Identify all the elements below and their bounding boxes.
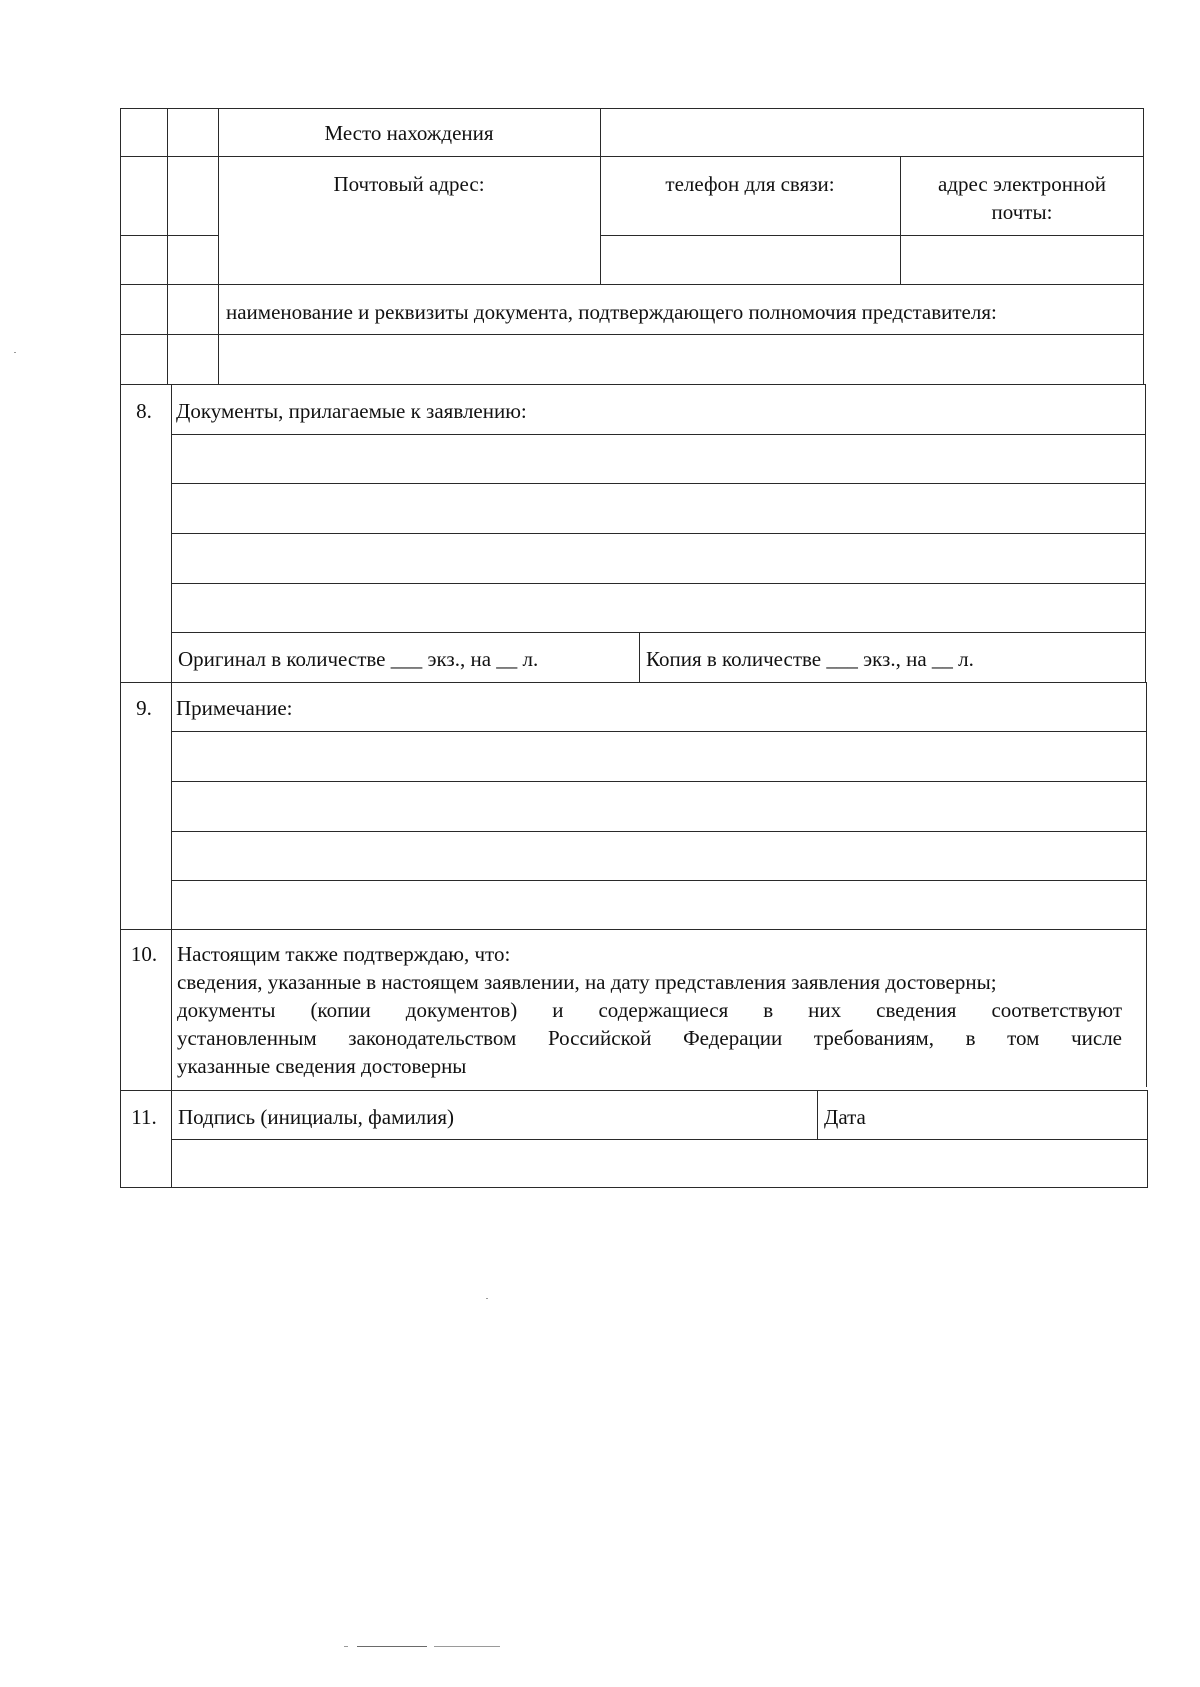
section10-line-4: установленным законодательством Российской Федерации требованиям, в том числе bbox=[177, 1026, 1122, 1050]
section8-number: 8. bbox=[136, 399, 152, 423]
notes-line-3 bbox=[171, 831, 1147, 832]
rule-top bbox=[120, 108, 1144, 109]
border-original-copy bbox=[639, 632, 640, 682]
documents-line-4 bbox=[171, 583, 1146, 584]
border-left bbox=[120, 108, 121, 1187]
rule-section8-top bbox=[120, 384, 1146, 385]
phone-label: телефон для связи: bbox=[665, 172, 835, 196]
border-number-column-top bbox=[167, 108, 168, 384]
border-indent-column bbox=[218, 108, 219, 384]
copy-count-label: Копия в количестве ___ экз., на __ л. bbox=[646, 647, 974, 671]
section10-number: 10. bbox=[130, 942, 158, 966]
section10-line-3: документы (копии документов) и содержащиеся в них сведения соответствуют bbox=[177, 998, 1122, 1022]
scan-speck bbox=[14, 352, 16, 353]
rule-contact-labels-right bbox=[600, 235, 1144, 236]
section9-number: 9. bbox=[136, 696, 152, 720]
rule-section10-top bbox=[120, 929, 1147, 930]
scan-speck bbox=[486, 1298, 488, 1299]
notes-line-2 bbox=[171, 781, 1147, 782]
rule-contact-values bbox=[120, 284, 1144, 285]
documents-line-2 bbox=[171, 483, 1146, 484]
documents-line-5 bbox=[171, 632, 1146, 633]
rule-location-bottom bbox=[120, 156, 1144, 157]
rule-section11-top bbox=[120, 1090, 1148, 1091]
documents-line-3 bbox=[171, 533, 1146, 534]
date-label: Дата bbox=[824, 1105, 866, 1129]
location-label: Место нахождения bbox=[324, 121, 494, 145]
email-label: адрес электронной почты: bbox=[938, 172, 1106, 224]
border-right-section9 bbox=[1146, 682, 1147, 1087]
postal-address-label: Почтовый адрес: bbox=[333, 172, 485, 196]
section10-line-5: указанные сведения достоверны bbox=[177, 1054, 467, 1078]
border-right-top bbox=[1143, 108, 1144, 384]
section10-statement bbox=[177, 940, 1122, 1080]
rule-signature-value bbox=[171, 1139, 1148, 1140]
rule-contact-labels-left bbox=[120, 235, 218, 236]
rule-authority-label bbox=[120, 334, 1144, 335]
rule-section9-top bbox=[120, 682, 1147, 683]
border-phone-email bbox=[900, 156, 901, 284]
section11-number: 11. bbox=[131, 1105, 157, 1129]
documents-line-1 bbox=[171, 434, 1146, 435]
border-number-column-bottom bbox=[171, 384, 172, 1187]
signature-label: Подпись (инициалы, фамилия) bbox=[178, 1105, 454, 1129]
scan-speck bbox=[357, 1646, 427, 1647]
border-signature-date bbox=[817, 1090, 818, 1139]
section10-line-2: сведения, указанные в настоящем заявлении, на дату представления заявления достоверны; bbox=[177, 970, 997, 994]
scan-speck bbox=[344, 1646, 348, 1647]
authority-document-label: наименование и реквизиты документа, подтверждающего полномочия представителя: bbox=[226, 300, 997, 324]
section9-title: Примечание: bbox=[176, 696, 293, 720]
scan-speck bbox=[434, 1646, 500, 1647]
original-count-label: Оригинал в количестве ___ экз., на __ л. bbox=[178, 647, 539, 671]
section10-line-1: Настоящим также подтверждаю, что: bbox=[177, 942, 511, 966]
notes-line-4 bbox=[171, 880, 1147, 881]
section8-title: Документы, прилагаемые к заявлению: bbox=[176, 399, 527, 423]
notes-line-1 bbox=[171, 731, 1147, 732]
rule-bottom bbox=[120, 1187, 1148, 1188]
